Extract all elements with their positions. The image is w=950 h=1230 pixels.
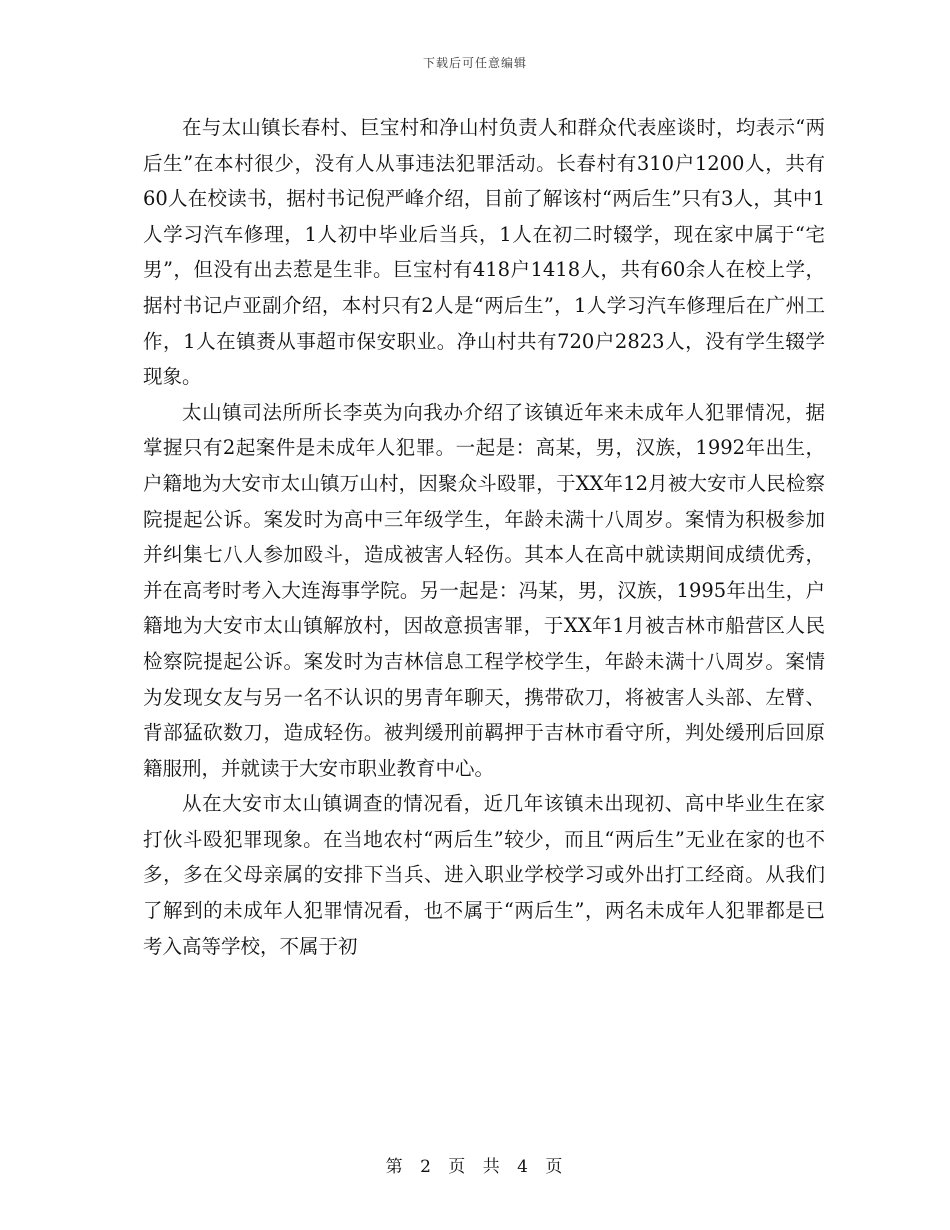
paragraph-survey-findings: 从在大安市太山镇调查的情况看，近几年该镇未出现初、高中毕业生在家打伙斗殴犯罪现象。在当地农村“两后生”较少，而且“两后生”无业在家的也不多，多在父母亲属的安排下当兵、进入职业学校学习或外出打工经商。从我们了解到的未成年人犯罪情况看，也不属于“两后生”，两名未成年人犯罪都是已考入高等学校，不属于初 [143, 792, 825, 958]
footer-label-page-unit: 页 [448, 1157, 468, 1177]
page-footer [0, 1152, 950, 1177]
document-body [143, 110, 825, 964]
footer-total-pages: 4 [517, 1157, 530, 1177]
paragraph-village-survey: 在与太山镇长春村、巨宝村和净山村负责人和群众代表座谈时，均表示“两后生”在本村很少，没有人从事违法犯罪活动。长春村有310户1200人，共有60人在校读书，据村书记倪严峰介绍，目前了解该村“两后生”只有3人，其中1人学习汽车修理，1人初中毕业后当兵，1人在初二时辍学，现在家中属于“宅男”，但没有出去惹是生非。巨宝村有418户1418人，共有60余人在校上学，据村书记卢亚副介绍，本村只有2人是“两后生”，1人学习汽车修理后在广州工作，1人在镇赉从事超市保安职业。净山村共有720户2823人，没有学生辍学现象。 [143, 116, 825, 389]
page-header: 下载后可任意编辑 [422, 56, 527, 70]
footer-label-total-unit: 页 [545, 1157, 565, 1177]
footer-label-page: 第 [385, 1157, 405, 1177]
footer-label-total: 共 [482, 1157, 502, 1177]
footer-current-page: 2 [420, 1157, 433, 1177]
paragraph-juvenile-cases: 太山镇司法所所长李英为向我办介绍了该镇近年来未成年人犯罪情况，据掌握只有2起案件是未成年人犯罪。一起是：高某，男，汉族，1992年出生，户籍地为大安市太山镇万山村，因聚众斗殴罪，于XX年12月被大安市人民检察院提起公诉。案发时为高中三年级学生，年龄未满十八周岁。案情为积极参加并纠集七八人参加殴斗，造成被害人轻伤。其本人在高中就读期间成绩优秀，并在高考时考入大连海事学院。另一起是：冯某，男，汉族，1995年出生，户籍地为大安市太山镇解放村，因故意损害罪，于XX年1月被吉林市船营区人民检察院提起公诉。案发时为吉林信息工程学校学生，年龄未满十八周岁。案情为发现女友与另一名不认识的男青年聊天，携带砍刀，将被害人头部、左臂、背部猛砍数刀，造成轻伤。被判缓刑前羁押于吉林市看守所，判处缓刑后回原籍服刑，并就读于大安市职业教育中心。 [143, 400, 825, 780]
